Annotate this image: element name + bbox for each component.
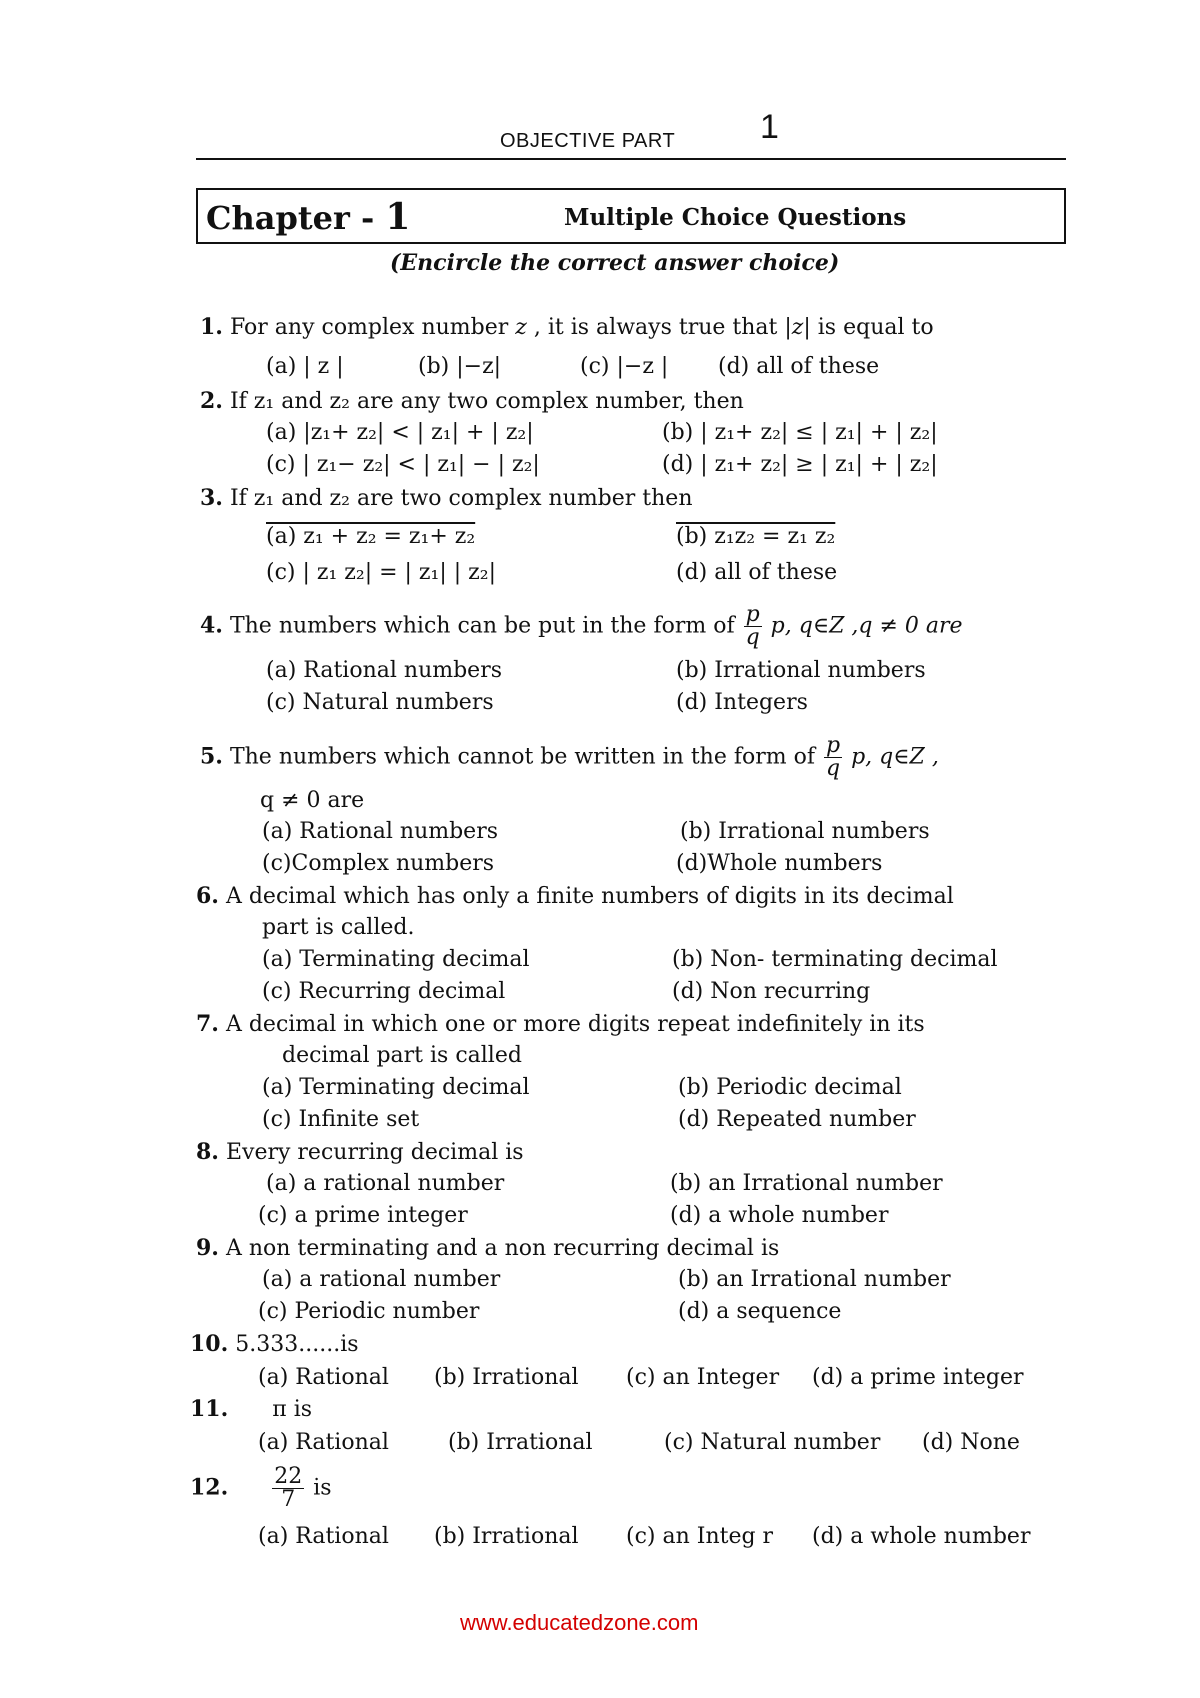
fraction bbox=[824, 735, 842, 780]
header-title: OBJECTIVE PART bbox=[500, 130, 676, 152]
option-d[interactable]: (d) None bbox=[922, 1430, 1020, 1455]
chapter-title bbox=[206, 196, 410, 238]
option-d[interactable]: (d) a sequence bbox=[678, 1299, 842, 1324]
question-4 bbox=[200, 604, 963, 649]
option-c[interactable]: (c) Natural numbers bbox=[266, 690, 494, 715]
question-10 bbox=[190, 1333, 359, 1356]
option-b[interactable]: (b) Irrational bbox=[434, 1524, 579, 1549]
option-c[interactable]: (c) | z₁ z₂| = | z₁| | z₂| bbox=[266, 560, 496, 585]
option-a[interactable]: (a) Rational bbox=[258, 1430, 389, 1455]
question-12 bbox=[190, 1466, 332, 1511]
question-number: 12. bbox=[190, 1474, 229, 1501]
question-text: For any complex number bbox=[229, 315, 516, 340]
option-a[interactable]: (a) a rational number bbox=[266, 1171, 505, 1196]
option-a[interactable]: (a) z₁ + z₂ = z₁+ z₂ bbox=[266, 524, 476, 549]
question-text: is bbox=[306, 1475, 332, 1501]
option-d[interactable]: (d) | z₁+ z₂| ≥ | z₁| + | z₂| bbox=[662, 452, 938, 477]
question-number: 9. bbox=[196, 1235, 219, 1261]
question-1 bbox=[200, 316, 934, 339]
question-6 bbox=[196, 885, 954, 908]
option-b[interactable]: (b) an Irrational number bbox=[678, 1267, 951, 1292]
page-number: 1 bbox=[760, 108, 779, 146]
question-text: Every recurring decimal is bbox=[225, 1140, 524, 1165]
question-text: π is bbox=[272, 1397, 313, 1422]
fraction-numerator: p bbox=[745, 602, 760, 627]
question-number: 3. bbox=[200, 485, 223, 511]
option-a[interactable]: (a) Rational numbers bbox=[266, 658, 503, 683]
instruction: (Encircle the correct answer choice) bbox=[390, 250, 840, 276]
option-a[interactable]: (a) Rational bbox=[258, 1524, 389, 1549]
question-condition: p, q∈Z ,q ≠ 0 are bbox=[763, 613, 963, 639]
option-d[interactable]: (d) Non recurring bbox=[672, 979, 871, 1004]
question-var: z bbox=[515, 315, 527, 340]
option-b[interactable]: (b) | z₁+ z₂| ≤ | z₁| + | z₂| bbox=[662, 420, 938, 445]
option-b[interactable]: (b) Irrational bbox=[448, 1430, 593, 1455]
fraction-numerator: p bbox=[826, 733, 841, 758]
question-8 bbox=[196, 1141, 524, 1164]
footer-url[interactable]: www.educatedzone.com bbox=[460, 1610, 699, 1635]
question-number: 1. bbox=[200, 314, 223, 340]
fraction bbox=[744, 604, 762, 649]
question-continuation: decimal part is called bbox=[282, 1043, 522, 1068]
option-d[interactable]: (d) all of these bbox=[718, 354, 880, 379]
question-9 bbox=[196, 1237, 779, 1260]
question-5 bbox=[200, 735, 939, 780]
question-text: A non terminating and a non recurring decimal is bbox=[225, 1236, 780, 1261]
question-number: 7. bbox=[196, 1011, 219, 1037]
option-b[interactable]: (b) an Irrational number bbox=[670, 1171, 943, 1196]
option-d[interactable]: (d) a whole number bbox=[812, 1524, 1031, 1549]
option-d[interactable]: (d) Repeated number bbox=[678, 1107, 916, 1132]
option-a[interactable]: (a) Rational bbox=[258, 1365, 389, 1390]
header-rule bbox=[196, 158, 1066, 160]
option-b[interactable]: (b) Irrational numbers bbox=[676, 658, 926, 683]
option-d[interactable]: (d) Integers bbox=[676, 690, 808, 715]
question-text: The numbers which cannot be written in the form of bbox=[229, 744, 816, 770]
fraction-denominator: q bbox=[745, 625, 760, 650]
question-11 bbox=[190, 1398, 312, 1421]
fraction-numerator: 22 bbox=[274, 1464, 303, 1489]
question-number: 6. bbox=[196, 883, 219, 909]
option-c[interactable]: (c) an Integer bbox=[626, 1365, 780, 1390]
question-number: 11. bbox=[190, 1396, 229, 1422]
option-a[interactable]: (a) | z | bbox=[266, 354, 344, 379]
question-text: The numbers which can be put in the form of bbox=[229, 613, 735, 639]
option-b[interactable]: (b) Irrational numbers bbox=[680, 819, 930, 844]
fraction-denominator: 7 bbox=[281, 1487, 296, 1512]
chapter-label: Chapter - bbox=[206, 199, 386, 237]
question-text: is equal to bbox=[810, 315, 934, 340]
option-a[interactable]: (a) Terminating decimal bbox=[262, 1075, 530, 1100]
fraction bbox=[272, 1466, 304, 1511]
option-c[interactable]: (c)Complex numbers bbox=[262, 851, 495, 876]
question-number: 5. bbox=[200, 743, 223, 770]
option-c[interactable]: (c) Recurring decimal bbox=[262, 979, 506, 1004]
fraction-denominator: q bbox=[826, 756, 841, 781]
question-condition: p, q∈Z , bbox=[844, 744, 939, 770]
question-continuation: q ≠ 0 are bbox=[260, 788, 365, 813]
option-c[interactable]: (c) an Integ r bbox=[626, 1524, 774, 1549]
option-a[interactable]: (a) Rational numbers bbox=[262, 819, 499, 844]
question-abs: |z| bbox=[784, 315, 811, 340]
option-b[interactable]: (b) Periodic decimal bbox=[678, 1075, 902, 1100]
option-b[interactable]: (b) Non- terminating decimal bbox=[672, 947, 998, 972]
option-d[interactable]: (d) all of these bbox=[676, 560, 838, 585]
question-text: A decimal which has only a finite numbers of digits in its decimal bbox=[225, 884, 954, 909]
option-b[interactable]: (b) |−z| bbox=[418, 354, 502, 379]
option-a[interactable]: (a) a rational number bbox=[262, 1267, 501, 1292]
option-d[interactable]: (d) a prime integer bbox=[812, 1365, 1024, 1390]
question-7 bbox=[196, 1013, 925, 1036]
question-number: 4. bbox=[200, 612, 223, 639]
question-text: If z₁ and z₂ are two complex number then bbox=[229, 486, 693, 511]
option-a[interactable]: (a) |z₁+ z₂| < | z₁| + | z₂| bbox=[266, 420, 534, 445]
option-c[interactable]: (c) |−z | bbox=[580, 354, 669, 379]
question-2 bbox=[200, 390, 744, 413]
option-c[interactable]: (c) Natural number bbox=[664, 1430, 881, 1455]
chapter-subtitle: Multiple Choice Questions bbox=[564, 204, 907, 231]
question-number: 8. bbox=[196, 1139, 219, 1165]
option-a[interactable]: (a) Terminating decimal bbox=[262, 947, 530, 972]
question-text: , it is always true that bbox=[526, 315, 785, 340]
question-text: If z₁ and z₂ are any two complex number, then bbox=[229, 389, 744, 414]
question-text: A decimal in which one or more digits repeat indefinitely in its bbox=[225, 1012, 925, 1037]
chapter-box bbox=[196, 188, 1066, 244]
question-number: 10. bbox=[190, 1331, 229, 1357]
question-continuation: part is called. bbox=[262, 915, 415, 940]
option-b[interactable]: (b) z₁z₂ = z₁ z₂ bbox=[676, 524, 836, 549]
option-b[interactable]: (b) Irrational bbox=[434, 1365, 579, 1390]
option-c[interactable]: (c) a prime integer bbox=[258, 1203, 468, 1228]
option-c[interactable]: (c) Periodic number bbox=[258, 1299, 480, 1324]
option-c[interactable]: (c) Infinite set bbox=[262, 1107, 420, 1132]
question-3 bbox=[200, 487, 693, 510]
option-d[interactable]: (d) a whole number bbox=[670, 1203, 889, 1228]
option-d[interactable]: (d)Whole numbers bbox=[676, 851, 883, 876]
chapter-number: 1 bbox=[385, 196, 411, 238]
question-number: 2. bbox=[200, 388, 223, 414]
question-text: 5.333......is bbox=[235, 1332, 359, 1357]
option-c[interactable]: (c) | z₁− z₂| < | z₁| − | z₂| bbox=[266, 452, 540, 477]
